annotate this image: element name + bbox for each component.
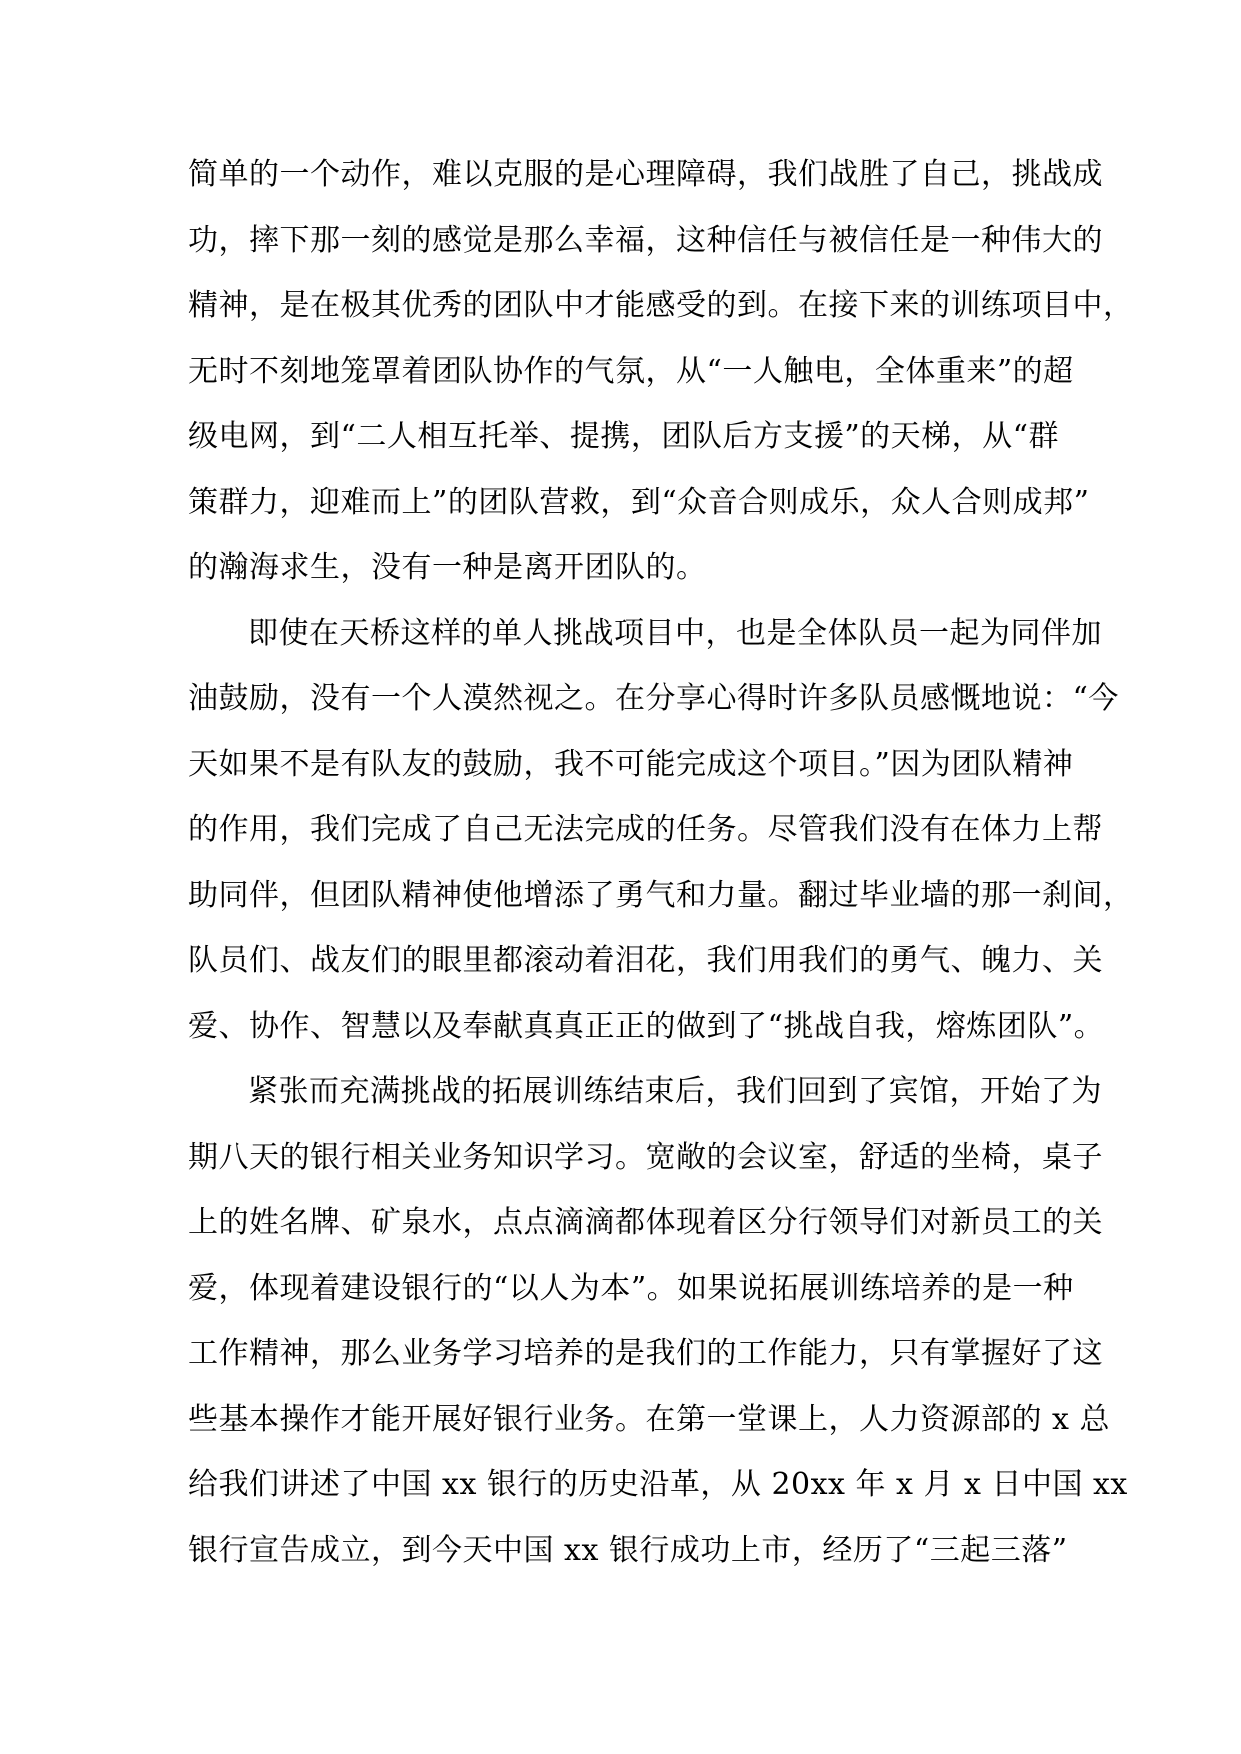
paragraph-first-line: 紧张而充满挑战的拓展训练结束后，我们回到了宾馆，开始了为	[248, 1074, 1102, 1109]
text-line: 上的姓名牌、矿泉水，点点滴滴都体现着区分行领导们对新员工的关	[188, 1205, 1103, 1240]
text-line: 给我们讲述了中国 xx 银行的历史沿革，从 20xx 年 x 月 x 日中国 xx	[188, 1467, 1128, 1502]
text-line: 期八天的银行相关业务知识学习。宽敞的会议室，舒适的坐椅，桌子	[188, 1139, 1103, 1175]
text-line: 策群力，迎难而上”的团队营救，到“众音合则成乐，众人合则成邦”	[188, 484, 1090, 520]
text-line: 的作用，我们完成了自己无法完成的任务。尽管我们没有在体力上帮	[188, 812, 1103, 847]
text-line: 无时不刻地笼罩着团队协作的气氛，从“一人触电，全体重来”的超	[188, 353, 1074, 389]
text-line: 爱、协作、智慧以及奉献真真正正的做到了“挑战自我，熔炼团队”。	[188, 1008, 1105, 1044]
paragraph-first-line: 即使在天桥这样的单人挑战项目中，也是全体队员一起为同伴加	[248, 615, 1102, 651]
text-line: 油鼓励，没有一个人漠然视之。在分享心得时许多队员感慨地说：“今	[188, 681, 1119, 716]
text-line: 精神，是在极其优秀的团队中才能感受的到。在接下来的训练项目中，	[188, 288, 1134, 323]
text-line: 银行宣告成立，到今天中国 xx 银行成功上市，经历了“三起三落”	[188, 1532, 1068, 1568]
text-line: 助同伴，但团队精神使他增添了勇气和力量。翻过毕业墙的那一刹间，	[188, 877, 1134, 913]
text-line: 队员们、战友们的眼里都滚动着泪花，我们用我们的勇气、魄力、关	[188, 943, 1103, 978]
text-line: 爱，体现着建设银行的“以人为本”。如果说拓展训练培养的是一种	[188, 1270, 1074, 1306]
text-line: 的瀚海求生，没有一种是离开团队的。	[188, 550, 707, 585]
text-line: 级电网，到“二人相互托举、提携，团队后方支援”的天梯，从“群	[188, 419, 1060, 454]
text-line: 简单的一个动作，难以克服的是心理障碍，我们战胜了自己，挑战成	[188, 157, 1103, 192]
text-line: 工作精神，那么业务学习培养的是我们的工作能力，只有掌握好了这	[188, 1336, 1103, 1371]
body-text	[188, 155, 1134, 1596]
text-line: 天如果不是有队友的鼓励，我不可能完成这个项目。”因为团队精神	[188, 746, 1074, 782]
text-line: 功，摔下那一刻的感觉是那么幸福，这种信任与被信任是一种伟大的	[188, 222, 1103, 258]
text-line: 些基本操作才能开展好银行业务。在第一堂课上，人力资源部的 x 总	[188, 1401, 1110, 1437]
